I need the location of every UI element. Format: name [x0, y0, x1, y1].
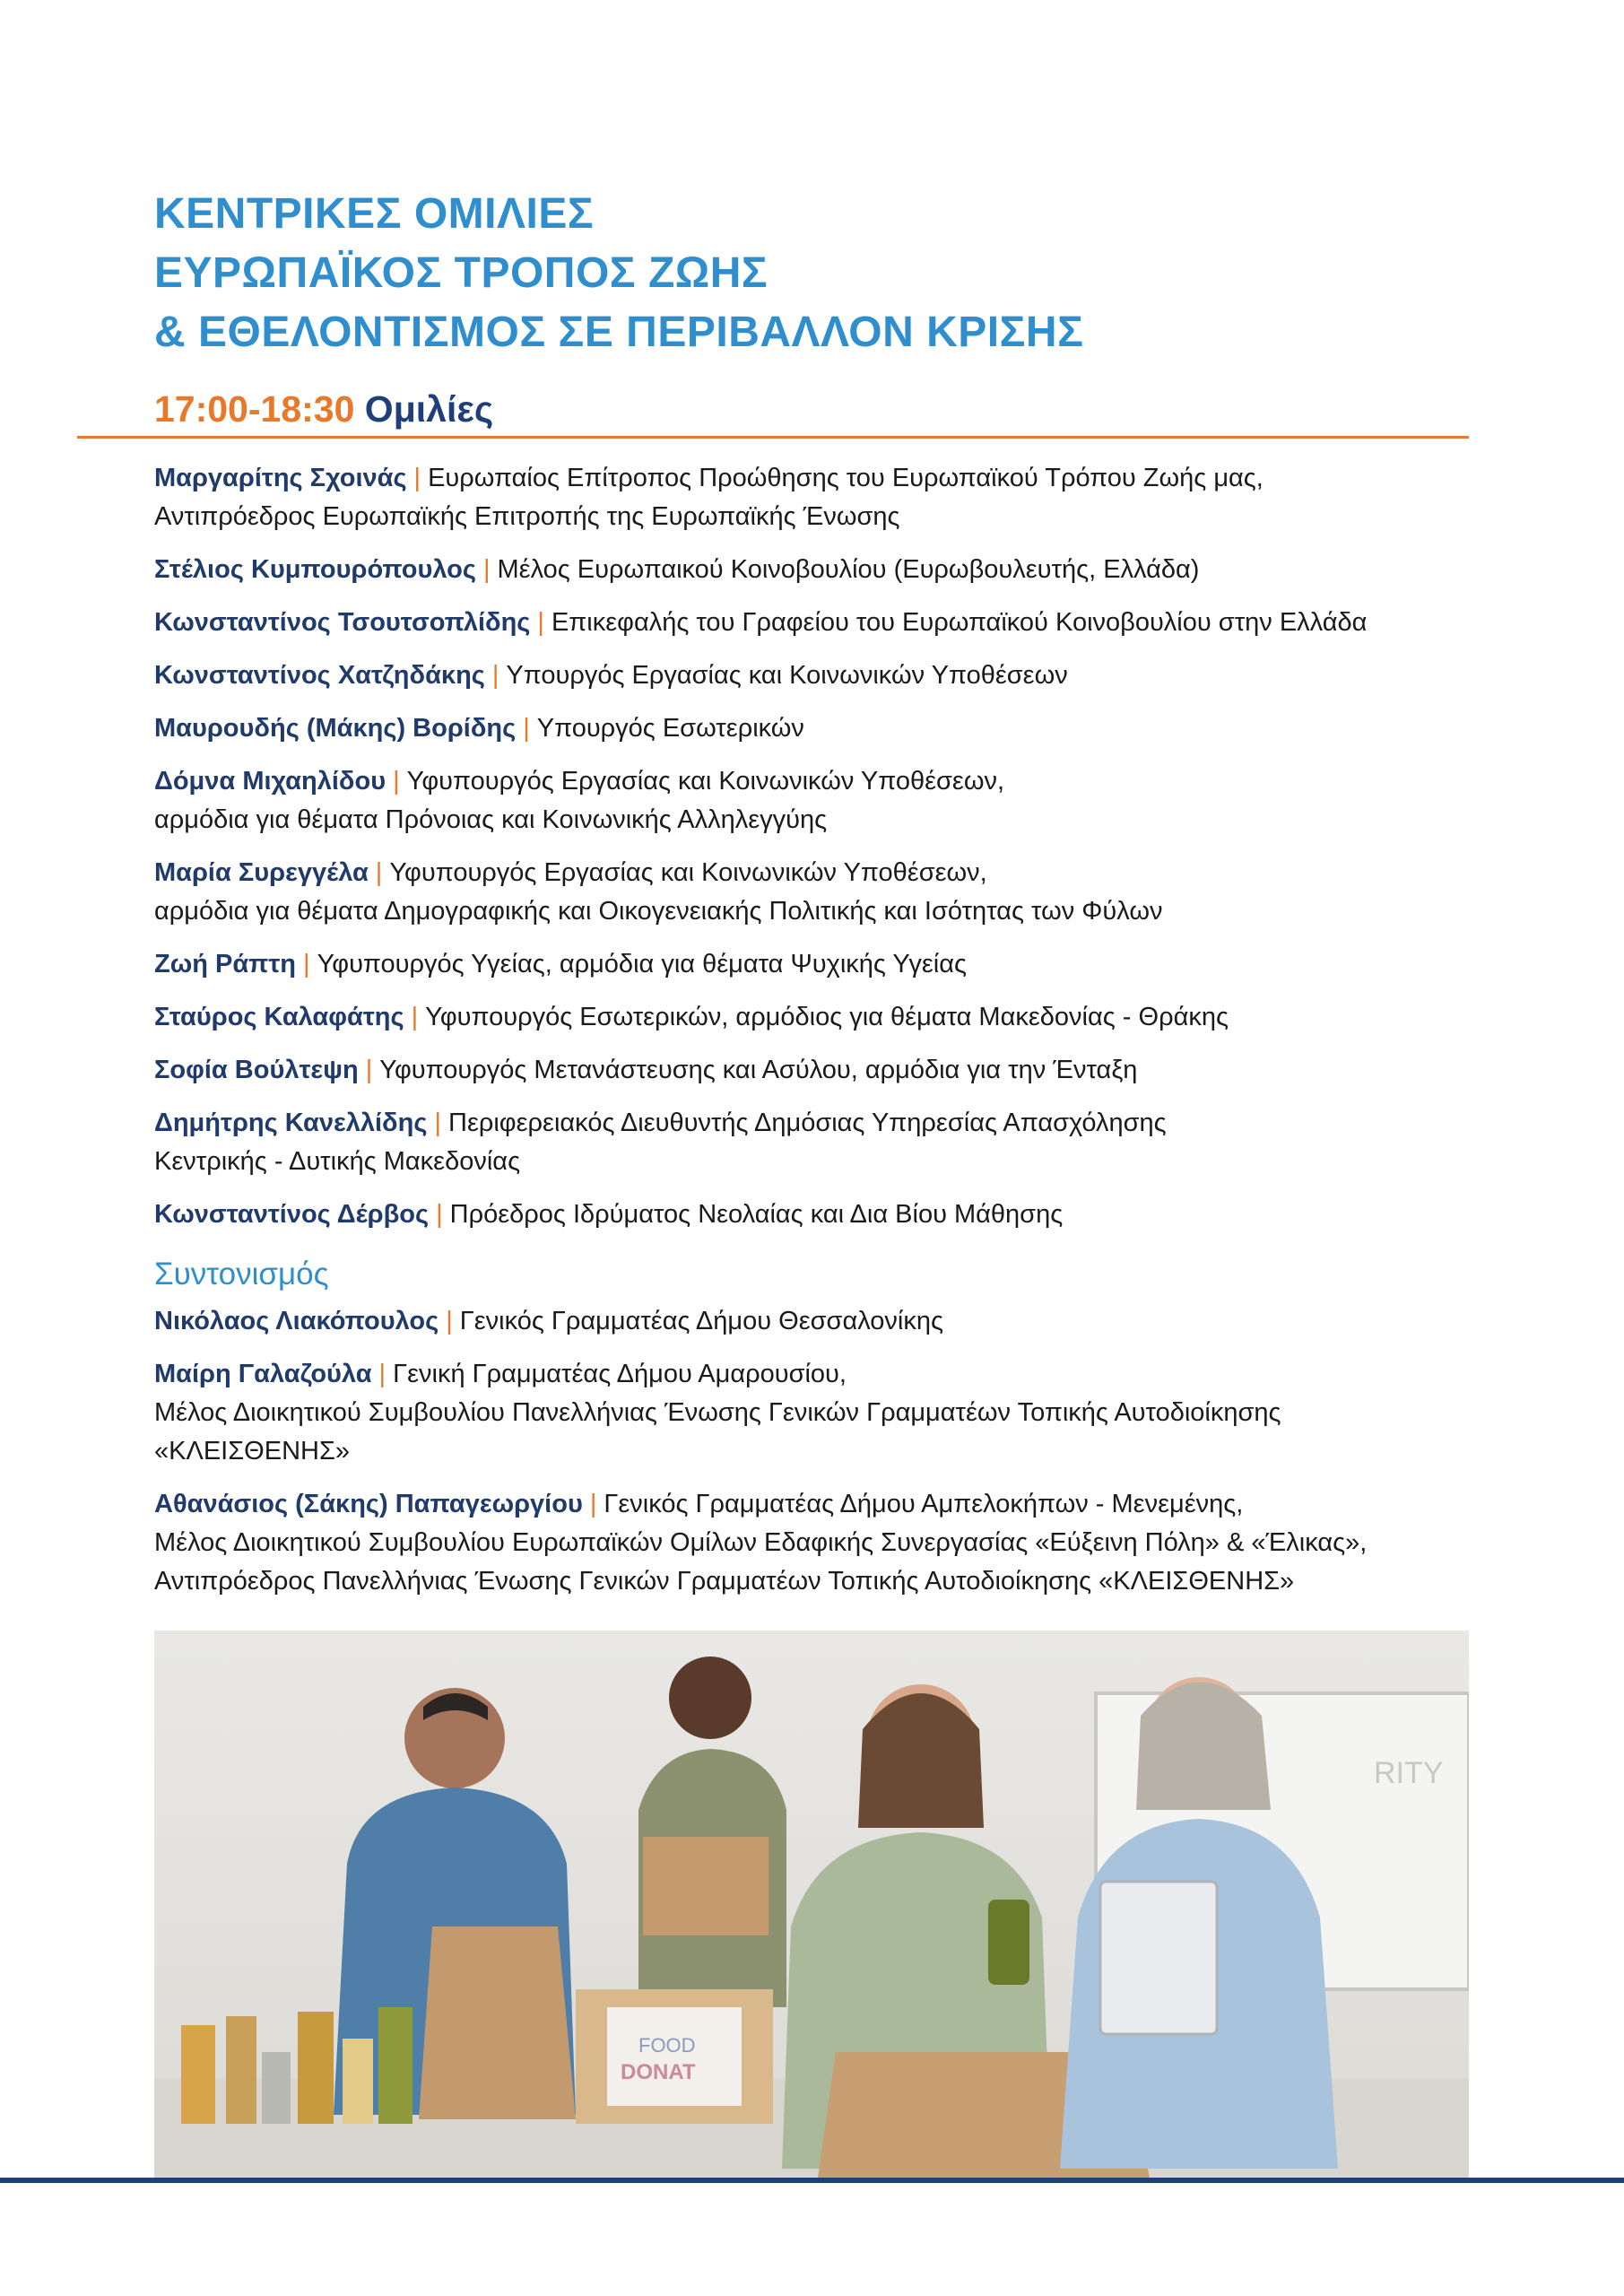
- speaker-role: Υπουργός Εργασίας και Κοινωνικών Υποθέσεων: [506, 661, 1068, 690]
- food-donation-box: [576, 1989, 773, 2124]
- session-heading: [154, 384, 493, 434]
- speaker-role-continued: Κεντρικής - Δυτικής Μακεδονίας: [154, 1147, 521, 1176]
- speaker-entry: [154, 854, 1472, 931]
- separator: |: [413, 464, 421, 492]
- speaker-name: Σοφία Βούλτεψη: [154, 1056, 359, 1084]
- separator: |: [378, 1360, 386, 1388]
- speaker-role: Υφυπουργός Μετανάστευσης και Ασύλου, αρμόδια για την Ένταξη: [379, 1056, 1138, 1084]
- session-time: 17:00-18:30: [154, 388, 355, 430]
- speaker-role: Επικεφαλής του Γραφείου του Ευρωπαϊκού Κοινοβουλίου στην Ελλάδα: [551, 608, 1368, 637]
- separator: |: [446, 1307, 453, 1335]
- speaker-role: Μέλος Ευρωπαικού Κοινοβουλίου (Ευρωβουλευτής, Ελλάδα): [497, 555, 1200, 584]
- speaker-entry: [154, 459, 1472, 536]
- speaker-name: Στέλιος Κυμπουρόπουλος: [154, 555, 476, 584]
- moderator-entry: [154, 1485, 1472, 1601]
- speaker-name: Δημήτρης Κανελλίδης: [154, 1109, 428, 1137]
- moderator-role-continued: Μέλος Διοικητικού Συμβουλίου Ευρωπαϊκών Ομίλων Εδαφικής Συνεργασίας «Εύξεινη Πόλη» & «Έλικας»,: [154, 1528, 1368, 1557]
- moderator-entry: [154, 1355, 1472, 1471]
- moderator-entry: [154, 1302, 1472, 1341]
- moderator-role: Γενικός Γραμματέας Δήμου Αμπελοκήπων - Μενεμένης,: [604, 1490, 1244, 1518]
- volunteers-photo: [154, 1631, 1469, 2178]
- separator: |: [393, 767, 400, 796]
- speaker-role: Περιφερειακός Διευθυντής Δημόσιας Υπηρεσίας Απασχόλησης: [448, 1109, 1167, 1137]
- orange-divider: [77, 436, 1469, 439]
- speaker-name: Κωνσταντίνος Τσουτσοπλίδης: [154, 608, 531, 637]
- separator: |: [303, 950, 310, 978]
- speaker-role-continued: αρμόδια για θέματα Δημογραφικής και Οικογενειακής Πολιτικής και Ισότητας των Φύλων: [154, 897, 1163, 926]
- speaker-entry: [154, 998, 1472, 1037]
- speaker-entry: [154, 1196, 1472, 1234]
- separator: |: [434, 1109, 441, 1137]
- box-text-food: FOOD: [638, 2034, 696, 2057]
- separator: |: [491, 661, 499, 690]
- clipboard: [1100, 1882, 1217, 2034]
- moderator-name: Νικόλαος Λιακόπουλος: [154, 1307, 439, 1335]
- box-text-donation: DONAT: [621, 2060, 696, 2084]
- speaker-entry: [154, 1104, 1472, 1181]
- paper-bag: [419, 1926, 576, 2119]
- moderator-role: Γενική Γραμματέας Δήμου Αμαρουσίου,: [393, 1360, 847, 1388]
- speaker-name: Μαυρουδής (Μάκης) Βορίδης: [154, 714, 517, 743]
- separator: |: [365, 1056, 373, 1084]
- speaker-role-continued: Αντιπρόεδρος Ευρωπαϊκής Επιτροπής της Ευρωπαϊκής Ένωσης: [154, 502, 900, 531]
- bottom-divider: [0, 2178, 1624, 2183]
- speaker-entry: [154, 551, 1472, 589]
- speaker-role: Ευρωπαίος Επίτροπος Προώθησης του Ευρωπαϊκού Τρόπου Ζωής μας,: [428, 464, 1264, 492]
- speaker-role: Υπουργός Εσωτερικών: [536, 714, 804, 743]
- carried-box: [643, 1837, 769, 1935]
- separator: |: [482, 555, 491, 584]
- moderator-role-continued: Μέλος Διοικητικού Συμβουλίου Πανελλήνιας Ένωσης Γενικών Γραμματέων Τοπικής Αυτοδιοίκησης «ΚΛΕΙΣΘΕΝΗΣ»: [154, 1398, 1281, 1465]
- speaker-role: Υφυπουργός Εργασίας και Κοινωνικών Υποθέσεων,: [389, 858, 987, 887]
- speaker-role: Υφυπουργός Εργασίας και Κοινωνικών Υποθέσεων,: [406, 767, 1005, 796]
- moderator-role: Γενικός Γραμματέας Δήμου Θεσσαλονίκης: [459, 1307, 943, 1335]
- speaker-entry: [154, 709, 1472, 748]
- title-line-1: ΚΕΝΤΡΙΚΕΣ ΟΜΙΛΙΕΣ: [154, 190, 595, 238]
- speaker-entry: [154, 945, 1472, 984]
- speaker-entry: [154, 762, 1472, 839]
- speaker-role: Υφυπουργός Υγείας, αρμόδια για θέματα Ψυχικής Υγείας: [317, 950, 967, 978]
- speaker-name: Κωνσταντίνος Δέρβος: [154, 1200, 430, 1229]
- moderator-name: Αθανάσιος (Σάκης) Παπαγεωργίου: [154, 1490, 583, 1518]
- speaker-name: Μαργαρίτης Σχοινάς: [154, 464, 407, 492]
- photo-illustration: [154, 1631, 1469, 2178]
- separator: |: [436, 1200, 443, 1229]
- title-line-2: ΕΥΡΩΠΑΪΚΟΣ ΤΡΟΠΟΣ ΖΩΗΣ: [154, 249, 769, 297]
- title-block: [154, 185, 1083, 362]
- session-label: Ομιλίες: [364, 388, 494, 430]
- separator: |: [589, 1490, 597, 1518]
- moderator-role-continued: Αντιπρόεδρος Πανελλήνιας Ένωσης Γενικών Γραμματέων Τοπικής Αυτοδιοίκησης «ΚΛΕΙΣΘΕΝΗΣ»: [154, 1567, 1295, 1596]
- moderation-heading: Συντονισμός: [154, 1257, 329, 1292]
- speaker-name: Ζωή Ράπτη: [154, 950, 297, 978]
- moderator-name: Μαίρη Γαλαζούλα: [154, 1360, 372, 1388]
- separator: |: [523, 714, 530, 743]
- separator: |: [411, 1003, 419, 1031]
- speaker-role: Πρόεδρος Ιδρύματος Νεολαίας και Δια Βίου Μάθησης: [449, 1200, 1064, 1229]
- separator: |: [537, 608, 544, 637]
- speaker-name: Σταύρος Καλαφάτης: [154, 1003, 404, 1031]
- speaker-entry: [154, 604, 1472, 642]
- whiteboard-text: RITY: [1374, 1756, 1444, 1790]
- speakers-list: [154, 459, 1472, 1601]
- speaker-name: Κωνσταντίνος Χατζηδάκης: [154, 661, 485, 690]
- title-line-3: & ΕΘΕΛΟΝΤΙΣΜΟΣ ΣΕ ΠΕΡΙΒΑΛΛΟΝ ΚΡΙΣΗΣ: [154, 309, 1084, 356]
- speaker-name: Δόμνα Μιχαηλίδου: [154, 767, 386, 796]
- speaker-role-continued: αρμόδια για θέματα Πρόνοιας και Κοινωνικής Αλληλεγγύης: [154, 805, 828, 834]
- speaker-entry: [154, 1051, 1472, 1090]
- speaker-role: Υφυπουργός Εσωτερικών, αρμόδιος για θέματα Μακεδονίας - Θράκης: [425, 1003, 1229, 1031]
- speaker-entry: [154, 657, 1472, 695]
- jar-in-hand: [988, 1900, 1029, 1985]
- speaker-name: Μαρία Συρεγγέλα: [154, 858, 369, 887]
- separator: |: [375, 858, 383, 887]
